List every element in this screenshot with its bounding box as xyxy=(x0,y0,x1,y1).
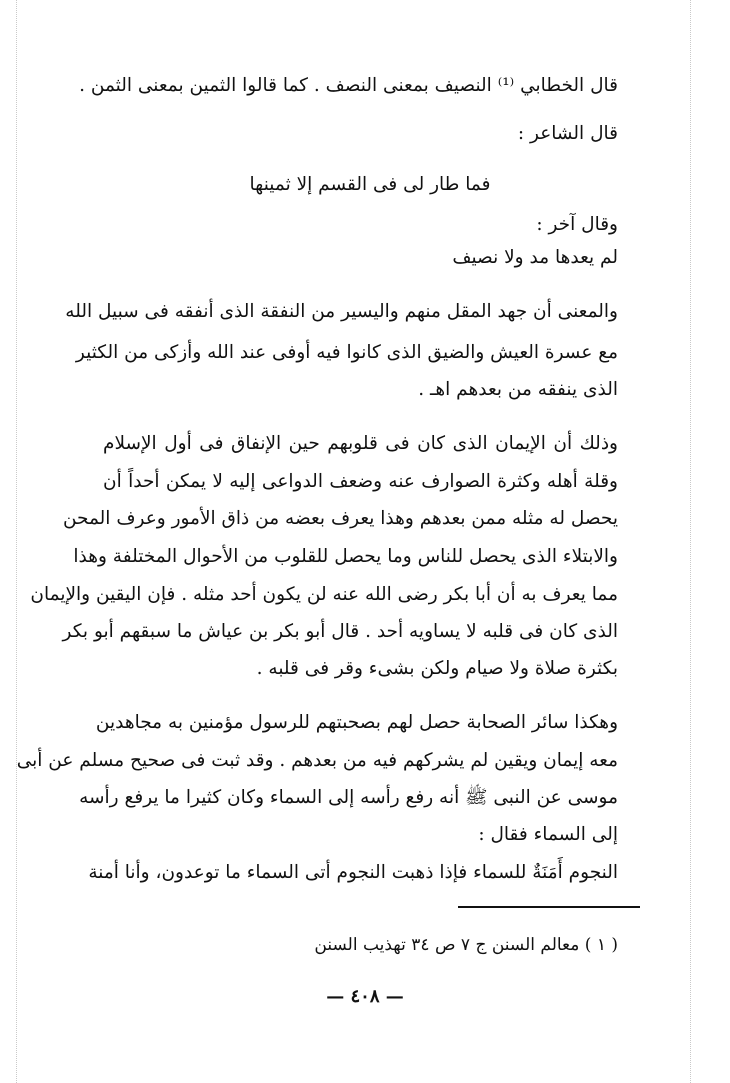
verse-line: لم يعدها مد ولا نصيف xyxy=(452,247,618,268)
text-line: الذى كان فى قلبه لا يساويه أحد . قال أبو بكر بن عياش ما سبقهم أبو بكر xyxy=(62,621,618,642)
text-line: والمعنى أن جهد المقل منهم واليسير من النفقة الذى أنفقه فى سبيل الله xyxy=(65,301,618,322)
text-line: مما يعرف به أن أبا بكر رضى الله عنه لن يكون أحد مثله . فإن اليقين والإيمان xyxy=(30,584,618,605)
text-line: بكثرة صلاة ولا صيام ولكن بشىء وقر فى قلبه . xyxy=(256,658,618,679)
text-line: الذى ينفقه من بعدهم اهـ . xyxy=(418,379,618,400)
text-line: وذلك أن الإيمان الذى كان فى قلوبهم حين الإنفاق فى أول الإسلام xyxy=(103,433,618,454)
footnote: ( ١ ) معالم السنن ج ٧ ص ٣٤ تهذيب السنن xyxy=(314,935,618,955)
text-line: النجوم أَمَنَةٌ للسماء فإذا ذهبت النجوم أتى السماء ما توعدون، وأنا أمنة xyxy=(88,862,618,883)
verse-line: فما طار لى فى القسم إلا ثمينها xyxy=(249,174,491,195)
left-dotted-guide xyxy=(16,0,17,1083)
text-line: مع عسرة العيش والضيق الذى كانوا فيه أوفى عند الله وأزكى من الكثير xyxy=(75,342,618,363)
footnote-separator xyxy=(458,906,640,908)
text-line: إلى السماء فقال : xyxy=(478,824,618,845)
text-line: معه إيمان ويقين لم يشركهم فيه من بعدهم . وقد ثبت فى صحيح مسلم عن أبى xyxy=(16,750,618,771)
text-line: يحصل له مثله ممن بعدهم وهذا يعرف بعضه من ذاق الأمور وعرف المحن xyxy=(62,508,618,529)
text-line: قال الخطابي ⁽¹⁾ النصيف بمعنى النصف . كما قالوا الثمين بمعنى الثمن . xyxy=(79,75,618,96)
right-dotted-guide xyxy=(690,0,691,1083)
text-line: وهكذا سائر الصحابة حصل لهم بصحبتهم للرسول مؤمنين به مجاهدين xyxy=(95,712,618,733)
text-line: وقلة أهله وكثرة الصوارف عنه وضعف الدواعى إليه لا يمكن أحداً أن xyxy=(103,471,618,492)
text-line: قال الشاعر : xyxy=(517,123,618,144)
text-line: والابتلاء الذى يحصل للناس وما يحصل للقلوب من الأحوال المختلفة وهذا xyxy=(73,546,618,567)
text-line: وقال آخر : xyxy=(536,214,618,235)
page-number: — ٤٠٨ — xyxy=(326,986,404,1007)
text-line: موسى عن النبى ﷺ أنه رفع رأسه إلى السماء وكان كثيرا ما يرفع رأسه xyxy=(79,787,618,808)
